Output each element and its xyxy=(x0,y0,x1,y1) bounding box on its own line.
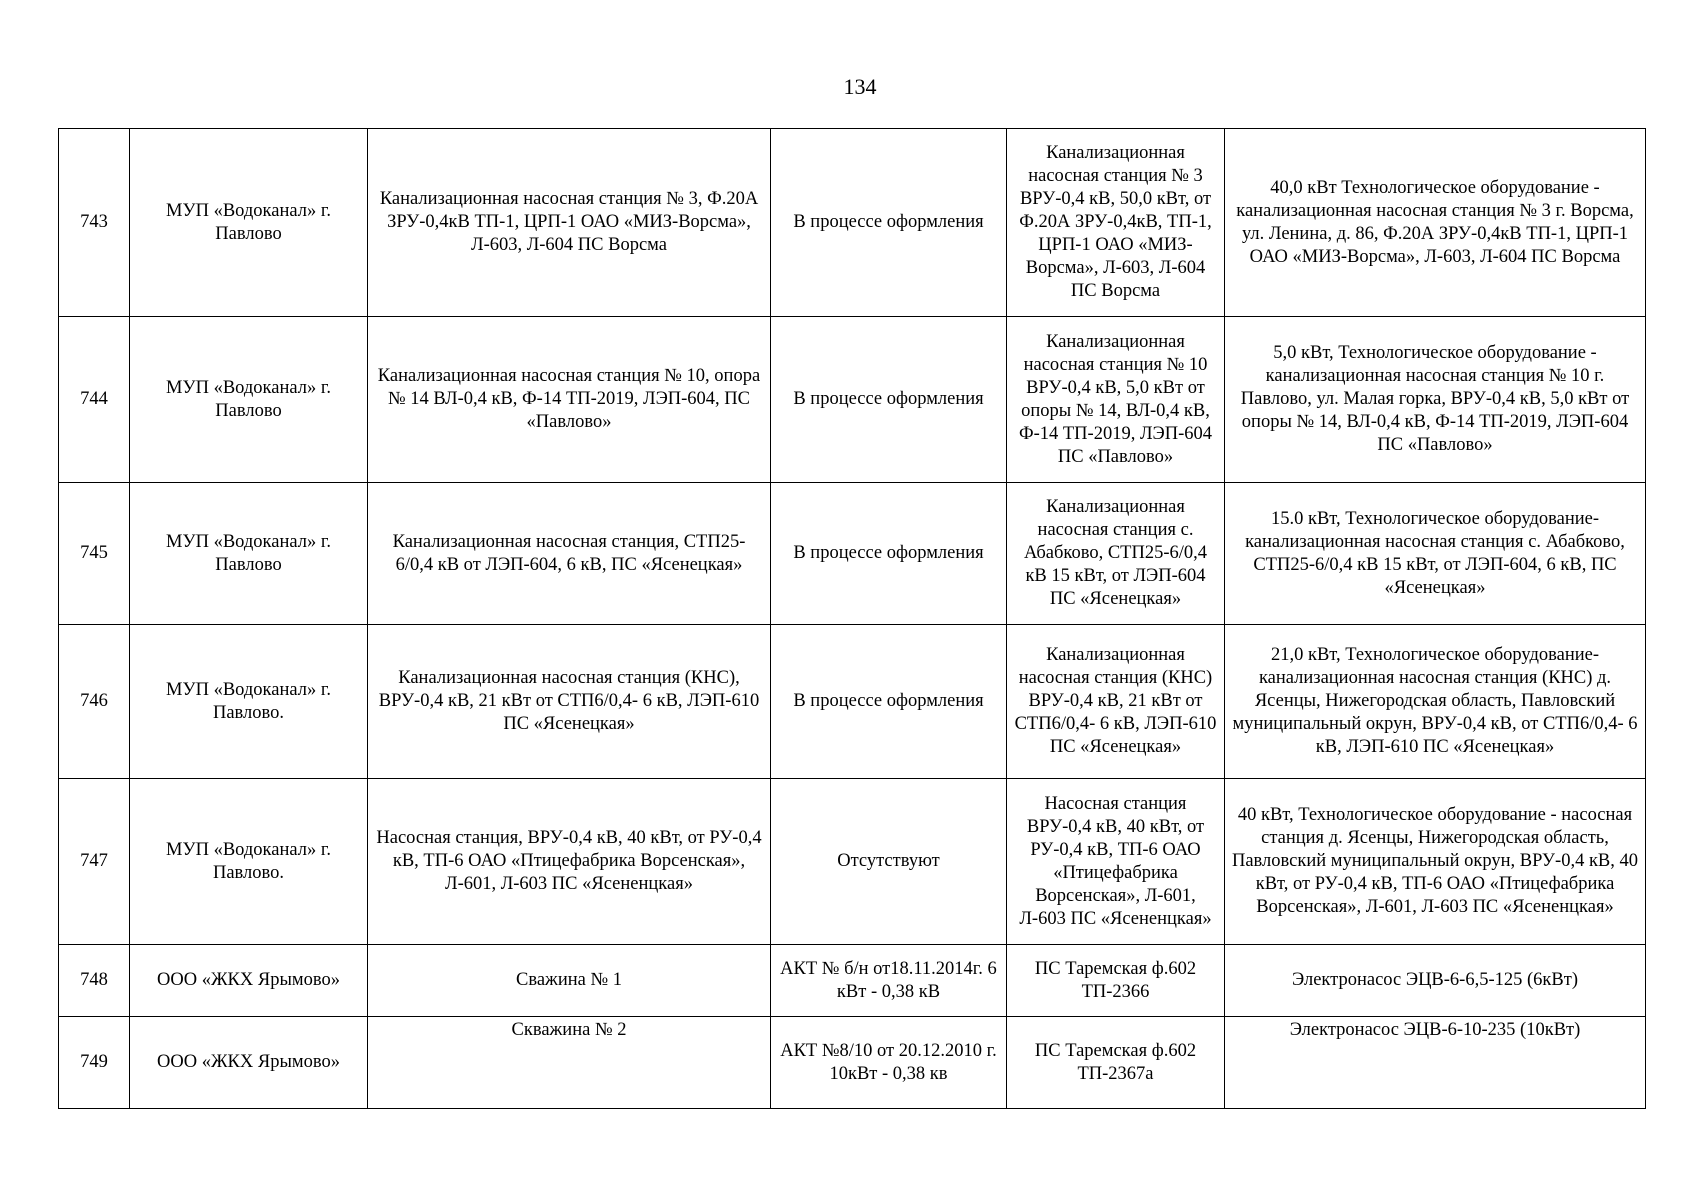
object-cell: Насосная станция, ВРУ-0,4 кВ, 40 кВт, от РУ-0,4 кВ, ТП-6 ОАО «Птицефабрика Ворсенская», Л-601, Л-603 ПС «Ясененцкая» xyxy=(368,779,771,945)
table-row xyxy=(59,945,1646,1017)
object-cell: Канализационная насосная станция, СТП25-6/0,4 кВ от ЛЭП-604, 6 кВ, ПС «Ясенецкая» xyxy=(368,483,771,625)
equipment-cell: 5,0 кВт, Технологическое оборудование - канализационная насосная станция № 10 г. Павлово, ул. Малая горка, ВРУ-0,4 кВ, 5,0 кВт от опоры № 14, ВЛ-0,4 кВ, Ф-14 ТП-2019, ЛЭП-604 ПС «Павлово» xyxy=(1225,317,1646,483)
table-row xyxy=(59,483,1646,625)
equipment-cell: Электронасос ЭЦВ-6-6,5-125 (6кВт) xyxy=(1225,945,1646,1017)
organization-cell: МУП «Водоканал» г. Павлово. xyxy=(130,779,368,945)
row-number-cell: 744 xyxy=(59,317,130,483)
documents-cell: В процессе оформления xyxy=(771,317,1007,483)
organization-cell: МУП «Водоканал» г. Павлово xyxy=(130,129,368,317)
organization-cell: ООО «ЖКХ Ярымово» xyxy=(130,945,368,1017)
object-cell: Канализационная насосная станция № 3, Ф.20А ЗРУ-0,4кВ ТП-1, ЦРП-1 ОАО «МИЗ-Ворсма», Л-603, Л-604 ПС Ворсма xyxy=(368,129,771,317)
documents-cell: АКТ № б/н от18.11.2014г. 6 кВт - 0,38 кВ xyxy=(771,945,1007,1017)
documents-cell: АКТ №8/10 от 20.12.2010 г. 10кВт - 0,38 кв xyxy=(771,1017,1007,1109)
row-number-cell: 747 xyxy=(59,779,130,945)
object-cell: Канализационная насосная станция (КНС), ВРУ-0,4 кВ, 21 кВт от СТП6/0,4- 6 кВ, ЛЭП-610 ПС «Ясенецкая» xyxy=(368,625,771,779)
documents-cell: В процессе оформления xyxy=(771,129,1007,317)
object-cell: Канализационная насосная станция № 10, опора № 14 ВЛ-0,4 кВ, Ф-14 ТП-2019, ЛЭП-604, ПС «Павлово» xyxy=(368,317,771,483)
table-row xyxy=(59,779,1646,945)
equipment-cell: Электронасос ЭЦВ-6-10-235 (10кВт) xyxy=(1225,1017,1646,1109)
object-cell: Сважина № 1 xyxy=(368,945,771,1017)
documents-cell: В процессе оформления xyxy=(771,625,1007,779)
table-row xyxy=(59,1017,1646,1109)
equipment-cell: 21,0 кВт, Технологическое оборудование-канализационная насосная станция (КНС) д. Ясенцы, Нижегородская область, Павловский муниципальный окрун, ВРУ-0,4 кВ, от СТП6/0,4- 6 кВ, ЛЭП-610 ПС «Ясенецкая» xyxy=(1225,625,1646,779)
connection-cell: Канализационная насосная станция № 3 ВРУ-0,4 кВ, 50,0 кВт, от Ф.20А ЗРУ-0,4кВ, ТП-1, ЦРП-1 ОАО «МИЗ-Ворсма», Л-603, Л-604 ПС Ворсма xyxy=(1007,129,1225,317)
registry-table xyxy=(58,128,1646,1109)
table-row xyxy=(59,129,1646,317)
documents-cell: Отсутствуют xyxy=(771,779,1007,945)
organization-cell: МУП «Водоканал» г. Павлово xyxy=(130,483,368,625)
object-cell: Скважина № 2 xyxy=(368,1017,771,1109)
organization-cell: МУП «Водоканал» г. Павлово xyxy=(130,317,368,483)
equipment-cell: 15.0 кВт, Технологическое оборудование-канализационная насосная станция с. Абабково, СТП25-6/0,4 кВ 15 кВт, от ЛЭП-604, 6 кВ, ПС «Ясенецкая» xyxy=(1225,483,1646,625)
page-number: 134 xyxy=(843,74,877,99)
documents-cell: В процессе оформления xyxy=(771,483,1007,625)
equipment-cell: 40,0 кВт Технологическое оборудование - канализационная насосная станция № 3 г. Ворсма, ул. Ленина, д. 86, Ф.20А ЗРУ-0,4кВ ТП-1, ЦРП-1 ОАО «МИЗ-Ворсма», Л-603, Л-604 ПС Ворсма xyxy=(1225,129,1646,317)
connection-cell: Канализационная насосная станция № 10 ВРУ-0,4 кВ, 5,0 кВт от опоры № 14, ВЛ-0,4 кВ, Ф-14 ТП-2019, ЛЭП-604 ПС «Павлово» xyxy=(1007,317,1225,483)
row-number-cell: 748 xyxy=(59,945,130,1017)
connection-cell: Канализационная насосная станция (КНС) ВРУ-0,4 кВ, 21 кВт от СТП6/0,4- 6 кВ, ЛЭП-610 ПС «Ясенецкая» xyxy=(1007,625,1225,779)
organization-cell: МУП «Водоканал» г. Павлово. xyxy=(130,625,368,779)
equipment-cell: 40 кВт, Технологическое оборудование - насосная станция д. Ясенцы, Нижегородская область, Павловский муниципальный окрун, ВРУ-0,4 кВ, 40 кВт, от РУ-0,4 кВ, ТП-6 ОАО «Птицефабрика Ворсенская», Л-601, Л-603 ПС «Ясененцкая» xyxy=(1225,779,1646,945)
table-row xyxy=(59,625,1646,779)
connection-cell: Насосная станция ВРУ-0,4 кВ, 40 кВт, от РУ-0,4 кВ, ТП-6 ОАО «Птицефабрика Ворсенская», Л-601, Л-603 ПС «Ясененцкая» xyxy=(1007,779,1225,945)
connection-cell: ПС Таремская ф.602 ТП-2367а xyxy=(1007,1017,1225,1109)
table-row xyxy=(59,317,1646,483)
row-number-cell: 745 xyxy=(59,483,130,625)
row-number-cell: 743 xyxy=(59,129,130,317)
connection-cell: ПС Таремская ф.602 ТП-2366 xyxy=(1007,945,1225,1017)
row-number-cell: 746 xyxy=(59,625,130,779)
connection-cell: Канализационная насосная станция с. Абабково, СТП25-6/0,4 кВ 15 кВт, от ЛЭП-604 ПС «Ясенецкая» xyxy=(1007,483,1225,625)
row-number-cell: 749 xyxy=(59,1017,130,1109)
organization-cell: ООО «ЖКХ Ярымово» xyxy=(130,1017,368,1109)
